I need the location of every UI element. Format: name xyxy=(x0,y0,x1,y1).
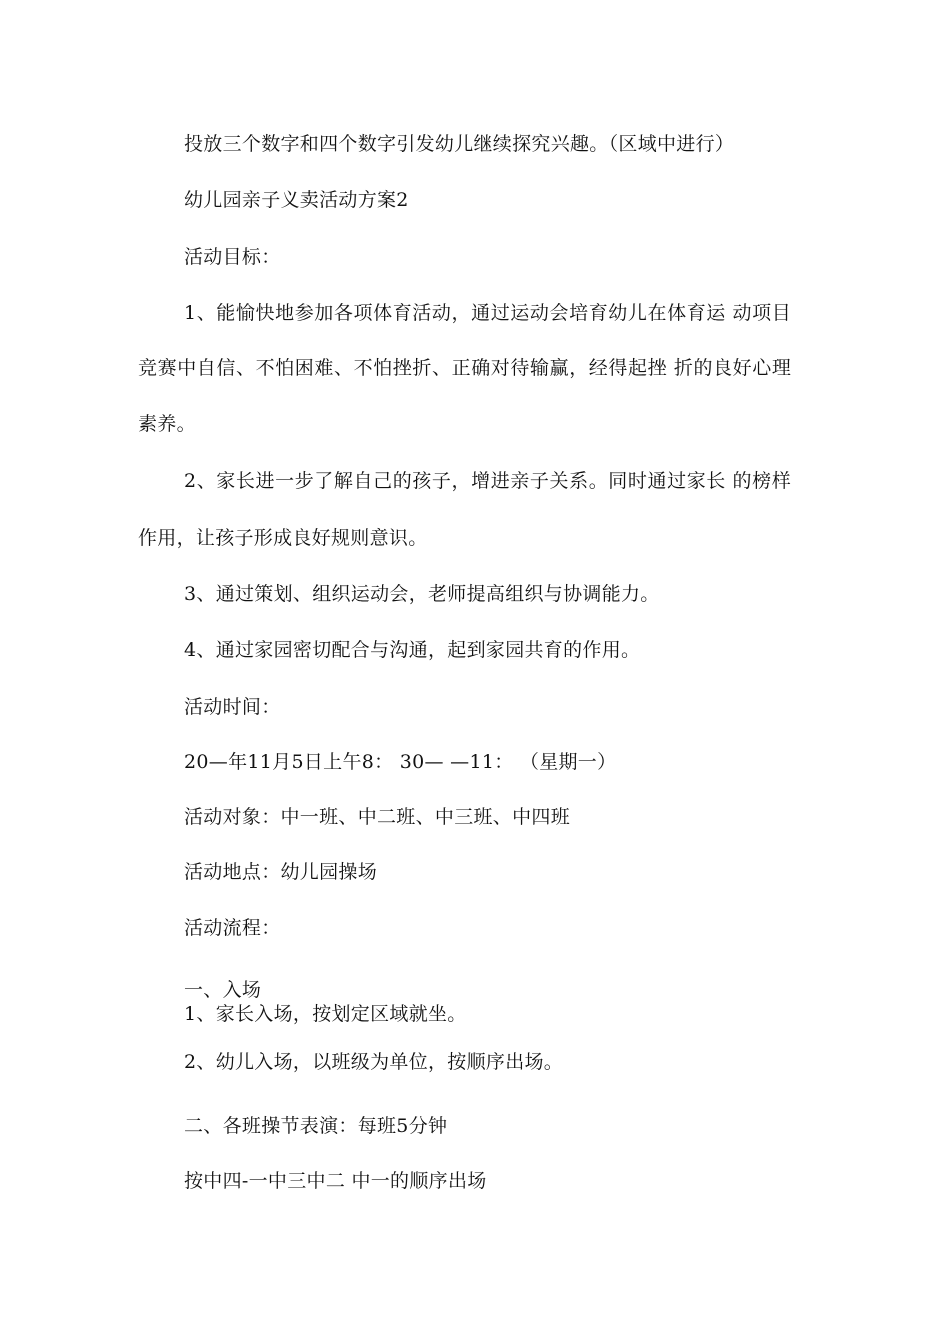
paragraph-intro: 投放三个数字和四个数字引发幼儿继续探究兴趣。（区域中进行） xyxy=(184,133,735,155)
heading-activity-time: 活动时间： xyxy=(184,696,281,718)
goal-4: 4、通过家园密切配合与沟通，起到家园共育的作用。 xyxy=(184,639,641,661)
goal-2-line-2: 作用，让孩子形成良好规则意识。 xyxy=(138,527,428,549)
goal-1-line-2: 竞赛中自信、不怕困难、不怕挫折、正确对待输赢，经得起挫 折的良好心理 xyxy=(138,357,792,379)
process-step-1-heading: 一、入场 xyxy=(184,979,262,1001)
goal-2-line-1: 2、家长进一步了解自己的孩子，增进亲子关系。同时通过家长 的榜样 xyxy=(184,470,792,492)
process-step-1-item-1: 1、家长入场，按划定区域就坐。 xyxy=(184,1003,467,1025)
goal-1-line-3: 素养。 xyxy=(138,413,196,435)
goal-1-line-1: 1、能愉快地参加各项体育活动，通过运动会培育幼儿在体育运 动项目 xyxy=(184,302,792,324)
process-step-1-item-2: 2、幼儿入场，以班级为单位，按顺序出场。 xyxy=(184,1051,564,1073)
activity-time-value: 20—年11月5日上午8： 30— —11： （星期一） xyxy=(184,751,617,773)
heading-activity-process: 活动流程： xyxy=(184,917,281,939)
process-step-2-order: 按中四-一中三中二 中一的顺序出场 xyxy=(184,1170,487,1192)
process-step-2-heading: 二、各班操节表演：每班5分钟 xyxy=(184,1115,448,1137)
heading-activity-goals: 活动目标： xyxy=(184,246,281,268)
goal-3: 3、通过策划、组织运动会，老师提高组织与协调能力。 xyxy=(184,583,660,605)
section-title: 幼儿园亲子义卖活动方案2 xyxy=(184,189,409,211)
activity-location: 活动地点：幼儿园操场 xyxy=(184,861,378,883)
activity-participants: 活动对象：中一班、中二班、中三班、中四班 xyxy=(184,806,571,828)
